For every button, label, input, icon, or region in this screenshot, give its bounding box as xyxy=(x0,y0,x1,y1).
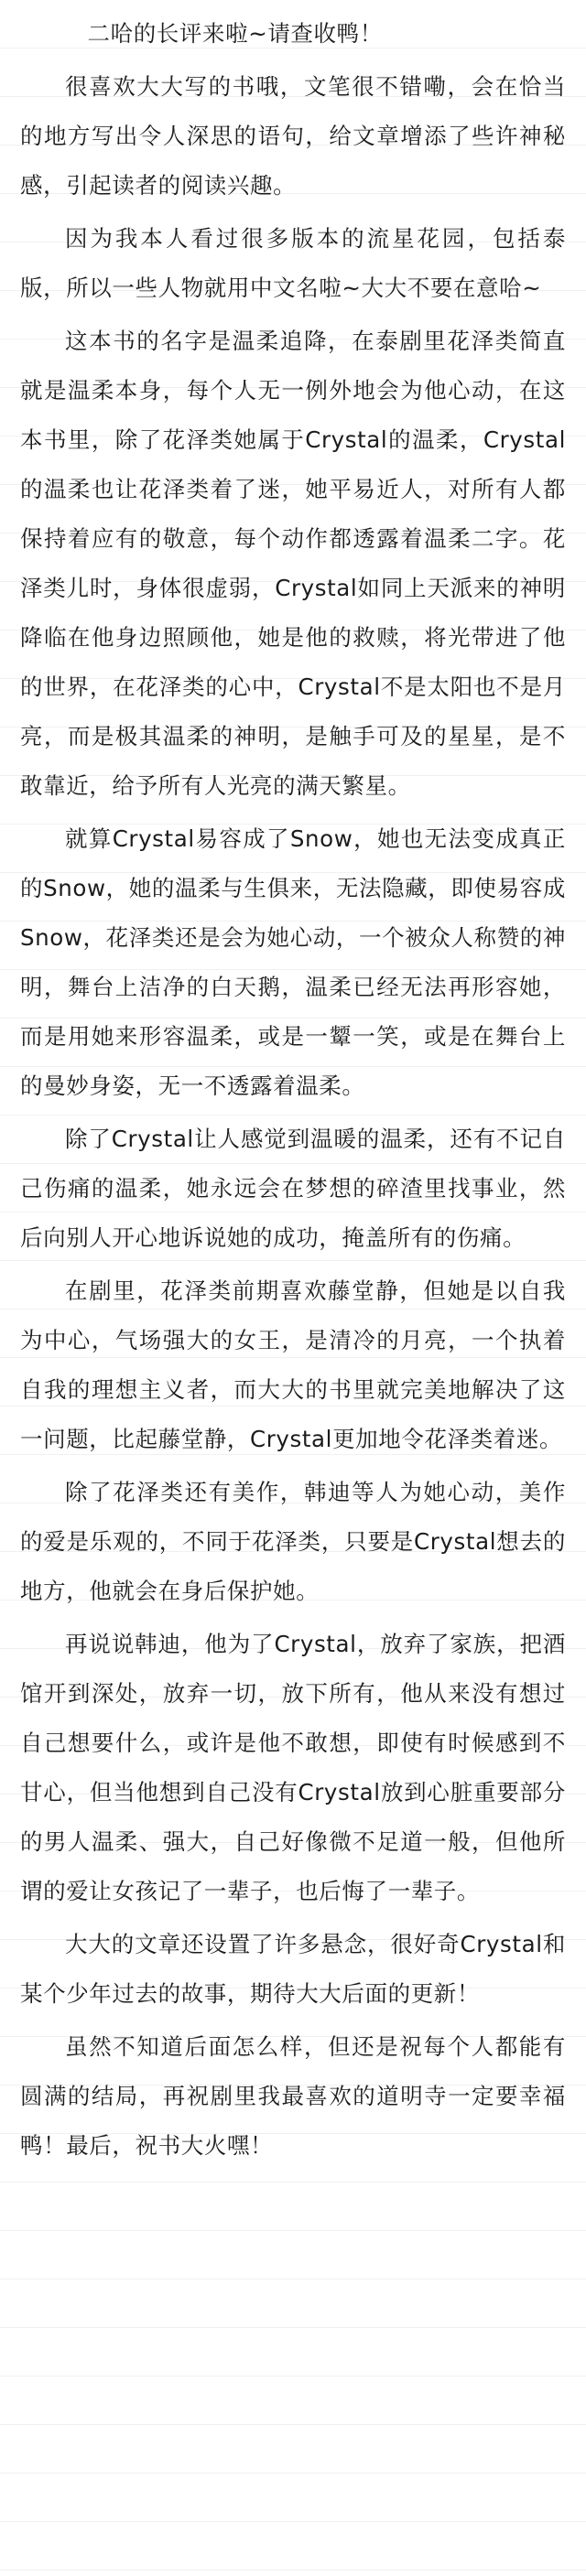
paragraph-closing-wishes: 虽然不知道后面怎么样，但还是祝每个人都能有圆满的结局，再祝剧里我最喜欢的道明寺一定要幸福鸭！最后，祝书大火嘿！ xyxy=(20,2033,566,2159)
paragraph-handi: 再说说韩迪，他为了Crystal，放弃了家族，把酒馆开到深处，放弃一切，放下所有，他从来没有想过自己想要什么，或许是他不敢想，即使有时候感到不甘心，但当他想到自己没有Crystal放到心脏重要部分的男人温柔、强大，自己好像微不足道一般，但他所谓的爱让女孩记了一辈子，也后悔了一辈子。 xyxy=(20,1631,566,1904)
paragraph-snow-disguise: 就算Crystal易容成了Snow，她也无法变成真正的Snow，她的温柔与生俱来，无法隐藏，即使易容成Snow，花泽类还是会为她心动，一个被众人称赞的神明，舞台上洁净的白天鹅，温柔已经无法再形容她，而是用她来形容温柔，或是一颦一笑，或是在舞台上的曼妙身姿，无一不透露着温柔。 xyxy=(20,825,566,1099)
paragraph-suspense: 大大的文章还设置了许多悬念，很好奇Crystal和某个少年过去的故事，期待大大后面的更新！ xyxy=(20,1931,566,2007)
paragraph-naming-note: 因为我本人看过很多版本的流星花园，包括泰版，所以一些人物就用中文名啦~大大不要在意哈~ xyxy=(20,225,566,301)
paragraph-gentleness: 这本书的名字是温柔追降，在泰剧里花泽类简直就是温柔本身，每个人无一例外地会为他心动，在这本书里，除了花泽类她属于Crystal的温柔，Crystal的温柔也让花泽类着了迷，她平易近人，对所有人都保持着应有的敬意，每个动作都透露着温柔二字。花泽类儿时，身体很虚弱，Crystal如同上天派来的神明降临在他身边照顾他，她是他的救赎，将光带进了他的世界，在花泽类的心中，Crystal不是太阳也不是月亮，而是极其温柔的神明，是触手可及的星星，是不敢靠近，给予所有人光亮的满天繁星。 xyxy=(20,328,566,799)
review-title: 二哈的长评来啦~请查收鸭！ xyxy=(87,20,383,47)
paragraph-drama-comparison: 在剧里，花泽类前期喜欢藤堂静，但她是以自我为中心，气场强大的女王，是清冷的月亮，一个执着自我的理想主义者，而大大的书里就完美地解决了这一问题，比起藤堂静，Crystal更加地令花泽类着迷。 xyxy=(20,1277,566,1452)
paragraph-writing-praise: 很喜欢大大写的书哦，文笔很不错嘞，会在恰当的地方写出令人深思的语句，给文章增添了些许神秘感，引起读者的阅读兴趣。 xyxy=(20,73,566,199)
paragraph-meizuo: 除了花泽类还有美作，韩迪等人为她心动，美作的爱是乐观的，不同于花泽类，只要是Crystal想去的地方，他就会在身后保护她。 xyxy=(20,1479,566,1604)
paragraph-hidden-pain: 除了Crystal让人感觉到温暖的温柔，还有不记自己伤痛的温柔，她永远会在梦想的碎渣里找事业，然后向别人开心地诉说她的成功，掩盖所有的伤痛。 xyxy=(20,1126,566,1251)
